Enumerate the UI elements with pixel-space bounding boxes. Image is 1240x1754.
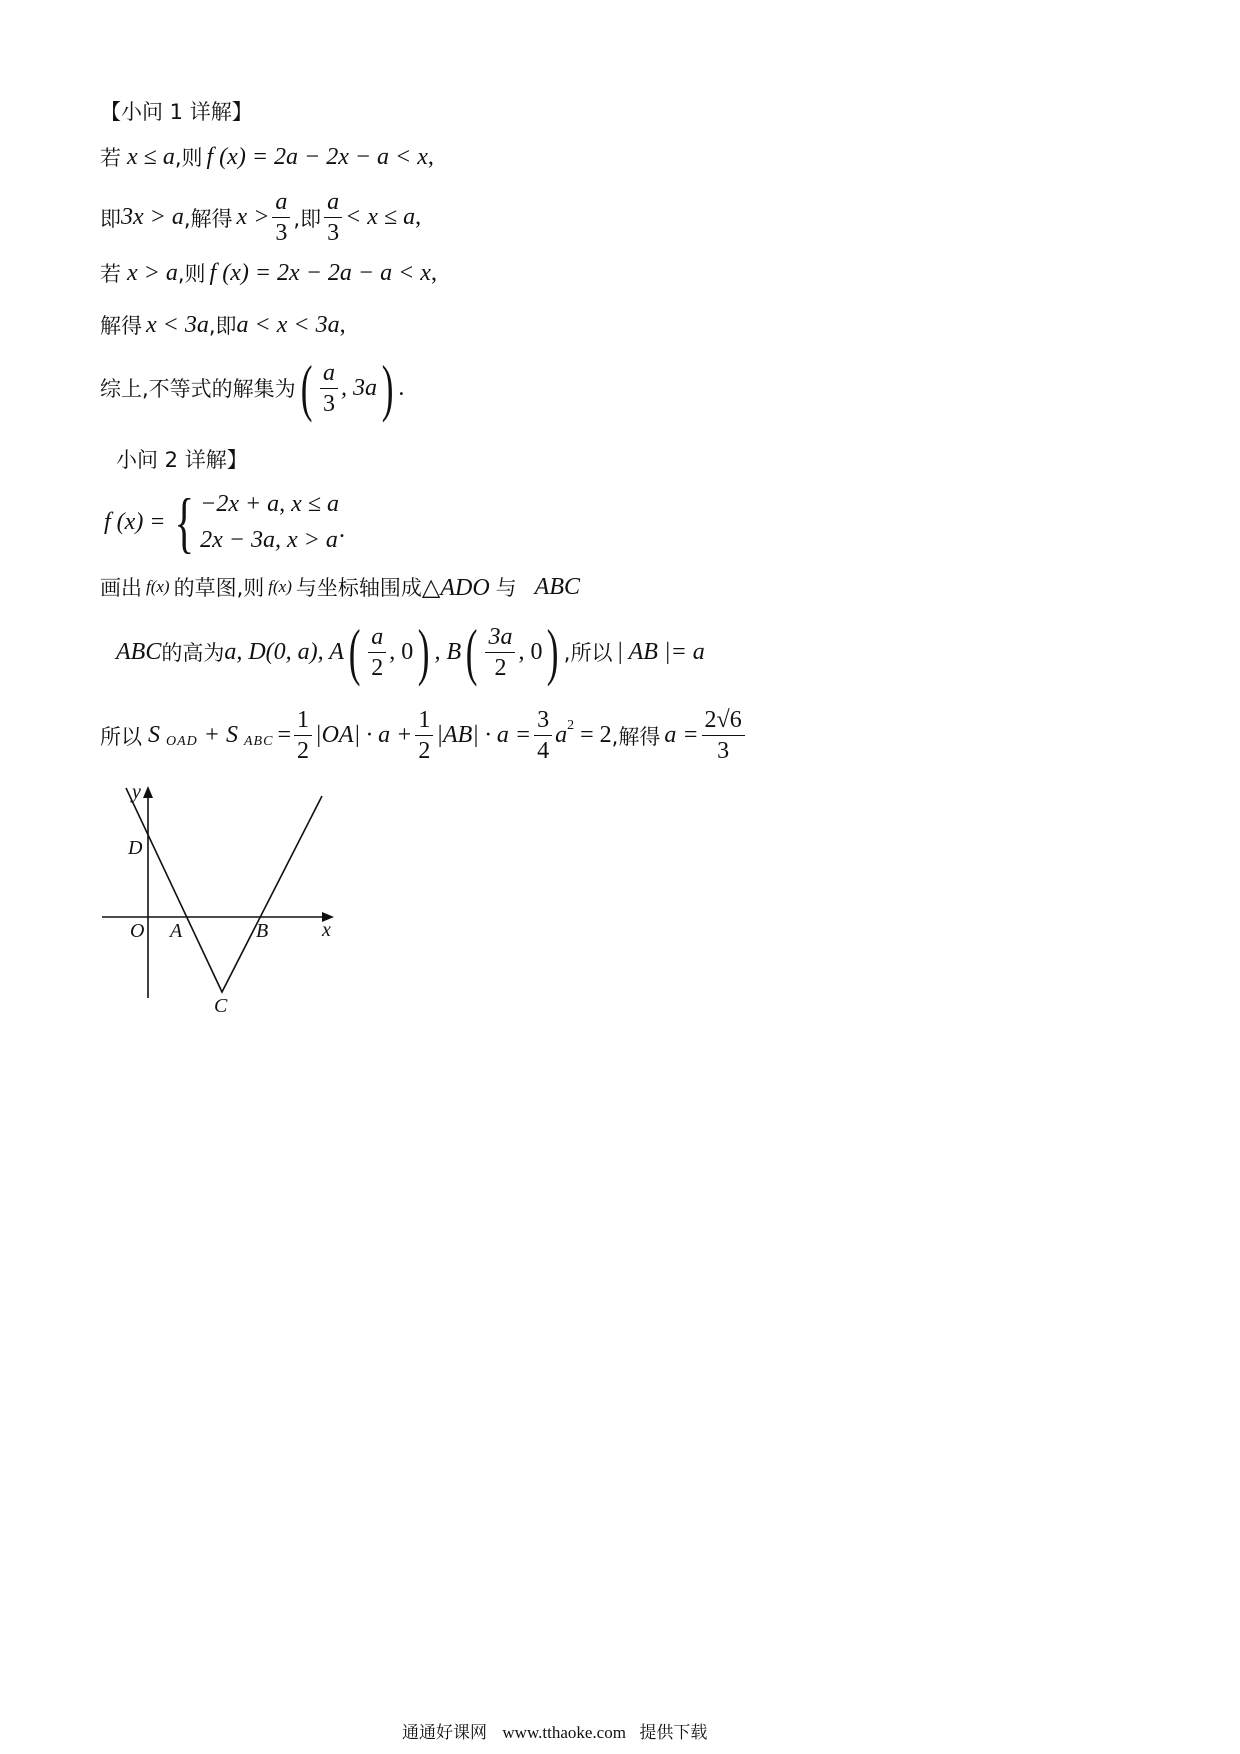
fraction: $\frac{a}{3}$	[320, 361, 338, 416]
math: f (x) = 2x − 2a − a < x	[209, 259, 431, 286]
left-brace: {	[174, 484, 194, 560]
origin-label: O	[130, 920, 145, 942]
math: f (x) =	[104, 508, 166, 535]
part2-line4	[100, 708, 748, 763]
point-D-label: D	[128, 837, 143, 859]
text: ,所以	[563, 641, 613, 665]
math: a, D(0, a), A	[224, 638, 344, 665]
case-1: −2x + a, x ≤ a	[200, 491, 340, 517]
math: f(x)	[268, 577, 292, 596]
math: = 2	[580, 722, 612, 748]
right-paren: )	[417, 616, 430, 687]
fraction: $\frac{3a}{2}$	[485, 625, 515, 680]
subscript: ABC	[243, 733, 274, 749]
part1-line5	[100, 352, 405, 423]
math: =	[277, 722, 291, 748]
math: , 3a	[341, 374, 377, 401]
point-B-label: B	[256, 920, 269, 942]
text: 综上,不等式的解集为	[100, 377, 296, 401]
fraction: $\frac{1}{2}$	[415, 708, 433, 763]
math: S	[148, 722, 160, 748]
math: △ADO	[421, 574, 490, 601]
math: x > a	[127, 259, 178, 286]
text: ,即	[293, 206, 322, 231]
text: ,解得	[611, 724, 661, 749]
text: ,	[427, 143, 434, 170]
math: a =	[664, 722, 699, 748]
part1-line2	[100, 190, 421, 245]
math: , B	[434, 638, 462, 665]
math: f (x) = 2a − 2x − a < x	[206, 143, 428, 170]
subscript: OAD	[166, 733, 198, 749]
fraction: $\frac{a}{2}$	[368, 625, 386, 680]
fraction: $\frac{a}{3}$	[324, 190, 342, 245]
text: ,	[415, 204, 422, 230]
text: 与	[495, 576, 517, 600]
point-A-label: A	[170, 920, 183, 942]
superscript: 2	[567, 717, 575, 733]
text: 与坐标轴围成	[295, 576, 422, 600]
math: + S	[203, 722, 238, 748]
footer-url[interactable]: www.tthaoke.com	[502, 1723, 626, 1742]
part1-line4	[100, 310, 346, 340]
math: a < x < 3a	[236, 311, 340, 338]
footer	[402, 1718, 707, 1743]
fraction: $\frac{2√6}{3}$	[702, 708, 745, 763]
left-paren: (	[465, 616, 478, 687]
piecewise-function	[104, 486, 345, 558]
footer-tail: 提供下载	[639, 1723, 708, 1743]
text: 解得	[100, 314, 142, 338]
math: 3x > a	[121, 204, 184, 230]
math: < x ≤ a	[345, 204, 416, 230]
text: 的高为	[161, 641, 225, 665]
math: , 0	[389, 638, 414, 665]
part2-line2	[100, 572, 580, 602]
cases	[200, 486, 339, 558]
part1-line1	[100, 142, 434, 172]
text: ,即	[208, 314, 237, 338]
text: .	[398, 374, 405, 401]
text: 的草图,则	[173, 576, 265, 600]
x-axis-label: x	[322, 919, 331, 941]
point-C-label: C	[214, 995, 228, 1017]
math: , 0	[518, 638, 543, 665]
right-paren: )	[547, 616, 560, 687]
fraction: $\frac{1}{2}$	[294, 708, 312, 763]
text: 即	[100, 206, 121, 231]
math: ABC	[534, 573, 580, 600]
math: | AB |= a	[616, 638, 705, 665]
math: ABC	[116, 638, 162, 665]
y-axis-arrow	[143, 786, 153, 798]
text: .	[339, 517, 346, 543]
part1-heading: 【小问 1 详解】	[100, 100, 253, 124]
math: f(x)	[146, 577, 170, 596]
case-2: 2x − 3a, x > a	[200, 527, 338, 553]
graph-curve	[126, 788, 322, 992]
y-axis-label: y	[132, 781, 141, 803]
text: 所以	[100, 724, 142, 749]
text: ,	[430, 259, 437, 286]
footer-site: 通通好课网	[402, 1723, 487, 1743]
math: x ≤ a	[127, 143, 175, 170]
right-paren: )	[381, 352, 394, 423]
math: x >	[236, 204, 270, 230]
math: a	[555, 722, 568, 748]
text: 画出	[100, 576, 142, 600]
fraction: $\frac{3}{4}$	[534, 708, 552, 763]
left-paren: (	[300, 352, 313, 423]
function-graph	[100, 780, 360, 1020]
text: 若	[100, 262, 121, 286]
math: x < 3a	[146, 311, 209, 338]
text: ,则	[174, 146, 203, 170]
left-paren: (	[348, 616, 361, 687]
text: ,解得	[183, 206, 233, 231]
text: 若	[100, 146, 121, 170]
text: ,	[339, 311, 346, 338]
math: |AB| · a =	[436, 722, 532, 748]
fraction: $\frac{a}{3}$	[272, 190, 290, 245]
part2-heading: 小问 2 详解】	[116, 448, 248, 472]
text: ,则	[177, 262, 206, 286]
math: |OA| · a +	[314, 722, 413, 748]
part2-line3	[116, 616, 705, 687]
part1-line3	[100, 258, 437, 288]
